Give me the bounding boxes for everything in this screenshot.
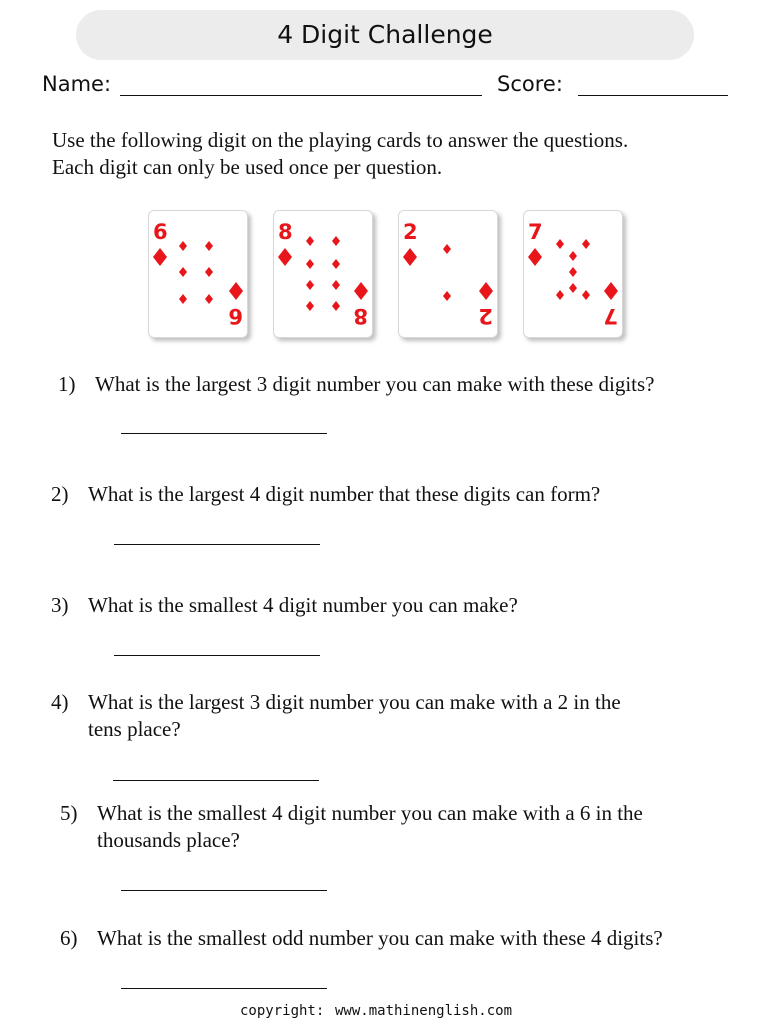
question-text: What is the smallest 4 digit number you can make?	[88, 593, 518, 617]
question-text: What is the largest 3 digit number you can make with these digits?	[95, 372, 655, 396]
diamond-icon	[332, 280, 340, 290]
diamond-icon	[569, 251, 577, 261]
card-rank-bottom: 7	[603, 304, 618, 328]
diamond-icon	[569, 283, 577, 293]
answer-line-1[interactable]	[121, 433, 327, 434]
diamond-icon	[306, 236, 314, 246]
question-number: 4)	[51, 690, 69, 714]
diamond-icon	[229, 282, 243, 300]
question-number: 5)	[60, 801, 78, 825]
playing-card-7	[523, 210, 623, 338]
copyright-label: copyright:	[240, 1003, 325, 1019]
playing-card-8	[273, 210, 373, 338]
question-text: What is the smallest odd number you can make with these 4 digits?	[97, 926, 663, 950]
diamond-icon	[582, 239, 590, 249]
diamond-icon	[205, 267, 213, 277]
diamond-icon	[569, 267, 577, 277]
card-rank-top: 2	[403, 220, 418, 244]
diamond-icon	[403, 248, 417, 266]
card-rank-bottom: 6	[228, 304, 243, 328]
instruction-line-2: Each digit can only be used once per question.	[52, 155, 443, 179]
diamond-icon	[179, 241, 187, 251]
question-text: What is the smallest 4 digit number you can make with a 6 in the	[97, 801, 643, 825]
page-title: 4 Digit Challenge	[277, 20, 493, 49]
diamond-icon	[582, 290, 590, 300]
name-line[interactable]	[120, 95, 482, 96]
question-text: What is the largest 4 digit number that these digits can form?	[88, 482, 601, 506]
answer-line-5[interactable]	[121, 890, 327, 891]
diamond-icon	[332, 259, 340, 269]
diamond-icon	[528, 248, 542, 266]
diamond-icon	[306, 301, 314, 311]
diamond-icon	[306, 259, 314, 269]
playing-card-6	[148, 210, 248, 338]
diamond-icon	[443, 291, 451, 301]
question-text-continuation: tens place?	[88, 717, 181, 741]
card-rank-top: 7	[528, 220, 543, 244]
diamond-icon	[332, 301, 340, 311]
copyright-site: www.mathinenglish.com	[335, 1003, 513, 1019]
title-banner	[76, 10, 694, 60]
diamond-icon	[278, 248, 292, 266]
question-text-continuation: thousands place?	[97, 828, 240, 852]
diamond-icon	[205, 294, 213, 304]
answer-line-2[interactable]	[114, 544, 320, 545]
card-rank-bottom: 8	[353, 304, 368, 328]
diamond-icon	[179, 294, 187, 304]
answer-line-4[interactable]	[113, 780, 319, 781]
question-number: 3)	[51, 593, 69, 617]
diamond-icon	[153, 248, 167, 266]
answer-line-6[interactable]	[121, 988, 327, 989]
diamond-icon	[354, 282, 368, 300]
question-number: 6)	[60, 926, 78, 950]
diamond-icon	[443, 244, 451, 254]
diamond-icon	[556, 290, 564, 300]
diamond-icon	[332, 236, 340, 246]
diamond-icon	[604, 282, 618, 300]
name-label: Name:	[42, 72, 112, 96]
diamond-icon	[205, 241, 213, 251]
diamond-icon	[556, 239, 564, 249]
question-number: 1)	[58, 372, 76, 396]
diamond-icon	[306, 280, 314, 290]
card-rank-top: 6	[153, 220, 168, 244]
diamond-icon	[179, 267, 187, 277]
card-rank-top: 8	[278, 220, 293, 244]
score-label: Score:	[497, 72, 563, 96]
playing-card-2	[398, 210, 498, 338]
card-rank-bottom: 2	[478, 304, 493, 328]
question-number: 2)	[51, 482, 69, 506]
instruction-line-1: Use the following digit on the playing cards to answer the questions.	[52, 128, 629, 152]
diamond-icon	[479, 282, 493, 300]
score-line[interactable]	[578, 95, 728, 96]
answer-line-3[interactable]	[114, 655, 320, 656]
question-text: What is the largest 3 digit number you can make with a 2 in the	[88, 690, 621, 714]
